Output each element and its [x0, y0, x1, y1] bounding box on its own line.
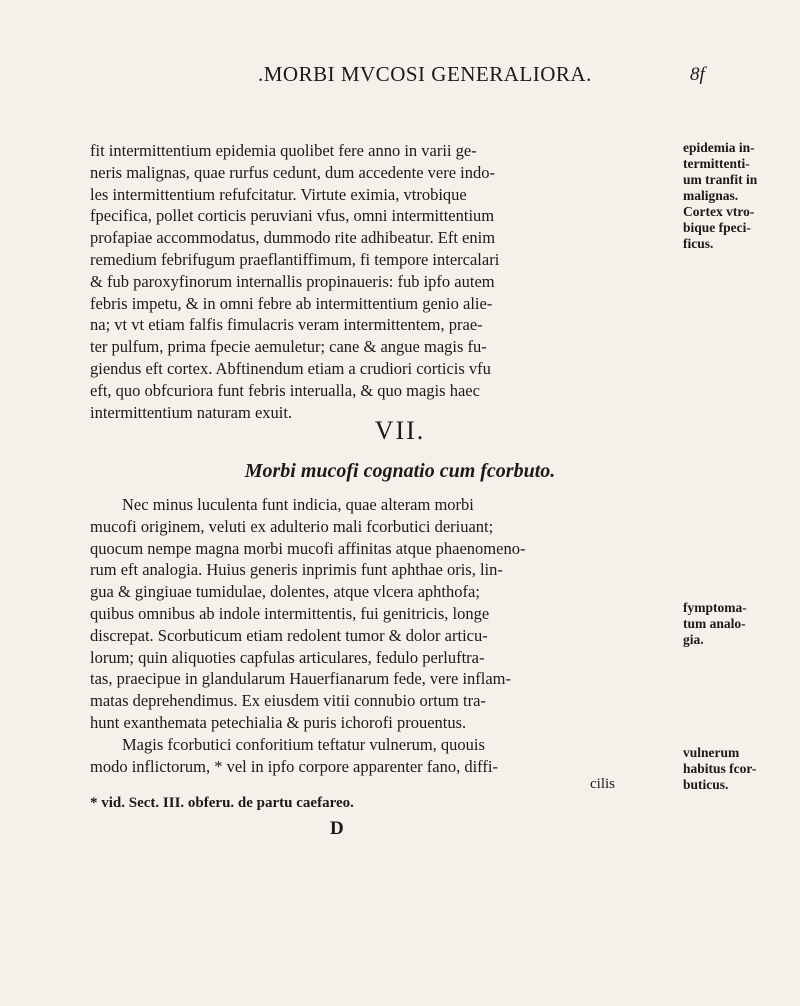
catchword: cilis: [590, 776, 615, 792]
margin-note-line: Cortex vtro-: [683, 204, 755, 219]
margin-note-line: vulnerum: [683, 745, 740, 760]
text-line: lorum; quin aliquoties capfulas articulares, fedulo perluftra-: [90, 647, 485, 667]
text-line: Magis fcorbutici conforitium teftatur vulnerum, quouis: [122, 734, 485, 754]
text-line: neris malignas, quae rurfus cedunt, dum accedente vere indo-: [90, 162, 496, 182]
margin-note-line: buticus.: [683, 777, 729, 792]
text-line: remedium febrifugum praeflantiffimum, fi tempore intercalari: [90, 249, 500, 269]
text-line: febris impetu, & in omni febre ab intermittentium genio alie-: [90, 293, 493, 313]
text-line: profapiae accommodatus, dummodo rite adhibeatur. Eft enim: [90, 228, 496, 248]
text-line: Nec minus luculenta funt indicia, quae alteram morbi: [122, 495, 474, 514]
text-line: eft, quo obfcuriora funt febris interualla, & quo magis haec: [90, 380, 480, 400]
text-line: discrepat. Scorbuticum etiam redolent tumor & dolor articu-: [90, 625, 488, 645]
margin-note-line: malignas.: [683, 188, 739, 203]
text-line: rum eft analogia. Huius generis inprimis funt aphthae oris, lin-: [90, 560, 503, 580]
text-line: giendus eft cortex. Abftinendum etiam a crudiori corticis vfu: [90, 358, 491, 378]
text-line: gua & gingiuae tumidulae, dolentes, atque vlcera aphthofa;: [90, 582, 480, 602]
text-line: hunt exanthemata petechialia & puris ichorofi prouentus.: [90, 712, 467, 732]
margin-note-line: habitus fcor-: [683, 761, 757, 776]
text-line: mucofi originem, veluti ex adulterio mali fcorbutici deriuant;: [90, 516, 494, 536]
text-line: tas, praecipue in glandularum Hauerfianarum fede, vere inflam-: [90, 669, 512, 689]
text-line: fit intermittentium epidemia quolibet fere anno in varii ge-: [90, 141, 477, 160]
text-line: les intermittentium refufcitatur. Virtute eximia, vtrobique: [90, 184, 467, 204]
margin-note-line: gia.: [683, 632, 704, 647]
text-line: matas deprehendimus. Ex eiusdem vitii connubio ortum tra-: [90, 691, 486, 711]
margin-note-line: bique fpeci-: [683, 220, 751, 235]
text-line: ter pulfum, prima fpecie aemuletur; cane & angue magis fu-: [90, 337, 487, 357]
paragraph-intermittent: [90, 140, 670, 423]
margin-note-line: epidemia in-: [683, 140, 755, 155]
margin-note-line: fymptoma-: [683, 600, 747, 615]
signature-mark: D: [330, 818, 344, 839]
running-head: .MORBI MVCOSI GENERALIORA.: [258, 62, 592, 86]
section-number: VII.: [374, 416, 426, 445]
margin-note-symptoma: [683, 600, 793, 648]
text-line: & fub paroxyfinorum internallis propinaueris: fub ipfo autem: [90, 271, 495, 291]
text-line: fpecifica, pollet corticis peruviani vfus, omni intermittentium: [90, 206, 495, 226]
margin-note-line: termittenti-: [683, 156, 750, 171]
margin-note-line: ficus.: [683, 236, 714, 251]
paragraph-scorbutus: [90, 494, 670, 777]
text-line: quocum nempe magna morbi mucofi affinitas atque phaenomeno-: [90, 538, 526, 558]
page-number: 8f: [690, 64, 705, 85]
text-line: intermittentium naturam exuit.: [90, 402, 293, 422]
margin-note-epidemia: [683, 140, 793, 252]
margin-note-line: tum analo-: [683, 616, 746, 631]
footnote: * vid. Sect. III. obferu. de partu caefareo.: [90, 795, 354, 811]
text-line: quibus omnibus ab indole intermittentis, fui genitricis, longe: [90, 603, 490, 623]
text-line: na; vt vt etiam falfis fimulacris veram intermittentem, prae-: [90, 315, 483, 335]
section-title: Morbi mucofi cognatio cum fcorbuto.: [244, 460, 556, 482]
text-line: modo inflictorum, * vel in ipfo corpore apparenter fano, diffi-: [90, 756, 498, 776]
margin-note-vulnerum: [683, 745, 793, 793]
margin-note-line: um tranfit in: [683, 172, 758, 187]
page-header: [0, 62, 800, 98]
